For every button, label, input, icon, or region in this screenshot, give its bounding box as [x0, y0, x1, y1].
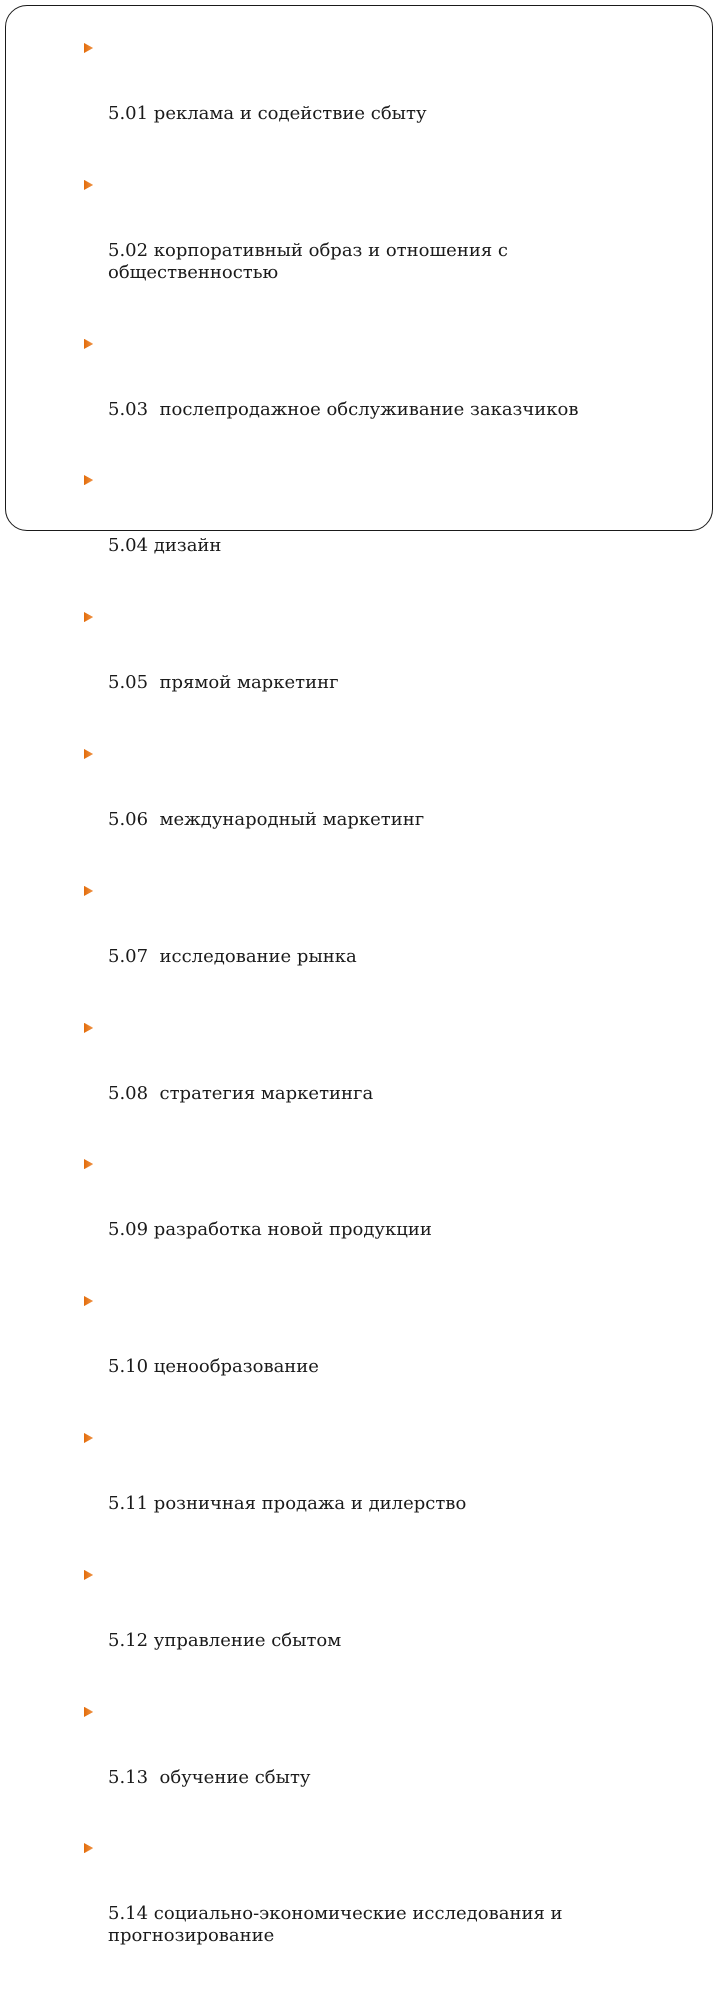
orange-triangle-bullet-icon [84, 43, 93, 53]
orange-triangle-bullet-icon [84, 339, 93, 349]
list-item [84, 880, 684, 1012]
list-item-text: 5.07 исследование рынка [108, 945, 357, 967]
list-item-text: 5.08 стратегия маркетинга [108, 1082, 374, 1104]
list-item-text: 5.04 дизайн [108, 535, 222, 557]
bullet-list [84, 37, 684, 1996]
list-item [84, 37, 684, 169]
list-item-text: 5.09 разработка новой продукции [108, 1219, 432, 1241]
orange-triangle-bullet-icon [84, 180, 93, 190]
orange-triangle-bullet-icon [84, 1159, 93, 1169]
list-item-text: 5.12 управление сбытом [108, 1629, 342, 1651]
list-item [84, 333, 684, 465]
list-item [84, 606, 684, 738]
orange-triangle-bullet-icon [84, 1023, 93, 1033]
list-item-text: 5.03 послепродажное обслуживание заказчиков [108, 398, 579, 420]
list-item [84, 469, 684, 601]
orange-triangle-bullet-icon [84, 1843, 93, 1853]
slide-frame [5, 5, 713, 1947]
list-item [84, 1017, 684, 1149]
list-item-text: 5.02 корпоративный образ и отношения с общественностью [108, 239, 514, 283]
orange-triangle-bullet-icon [84, 1433, 93, 1443]
list-item-text: 5.05 прямой маркетинг [108, 672, 339, 694]
list-item [84, 174, 684, 328]
list-item-text: 5.10 ценообразование [108, 1356, 319, 1378]
list-item-text: 5.13 обучение сбыту [108, 1766, 311, 1788]
list-item-text: 5.01 реклама и содействие сбыту [108, 103, 427, 124]
orange-triangle-bullet-icon [84, 612, 93, 622]
list-item [84, 1701, 684, 1833]
orange-triangle-bullet-icon [84, 886, 93, 896]
orange-triangle-bullet-icon [84, 1296, 93, 1306]
list-item [84, 1153, 684, 1285]
list-item [84, 1290, 684, 1422]
list-item [84, 1564, 684, 1696]
list-item-text: 5.11 розничная продажа и дилерство [108, 1492, 467, 1514]
orange-triangle-bullet-icon [84, 1570, 93, 1580]
list-item [84, 1837, 684, 1991]
orange-triangle-bullet-icon [84, 475, 93, 485]
orange-triangle-bullet-icon [84, 1707, 93, 1717]
list-item-text: 5.06 международный маркетинг [108, 808, 425, 830]
orange-triangle-bullet-icon [84, 749, 93, 759]
list-item [84, 1427, 684, 1559]
list-item [84, 743, 684, 875]
list-item-text: 5.14 социально-экономические исследования и прогнозирование [108, 1903, 569, 1947]
